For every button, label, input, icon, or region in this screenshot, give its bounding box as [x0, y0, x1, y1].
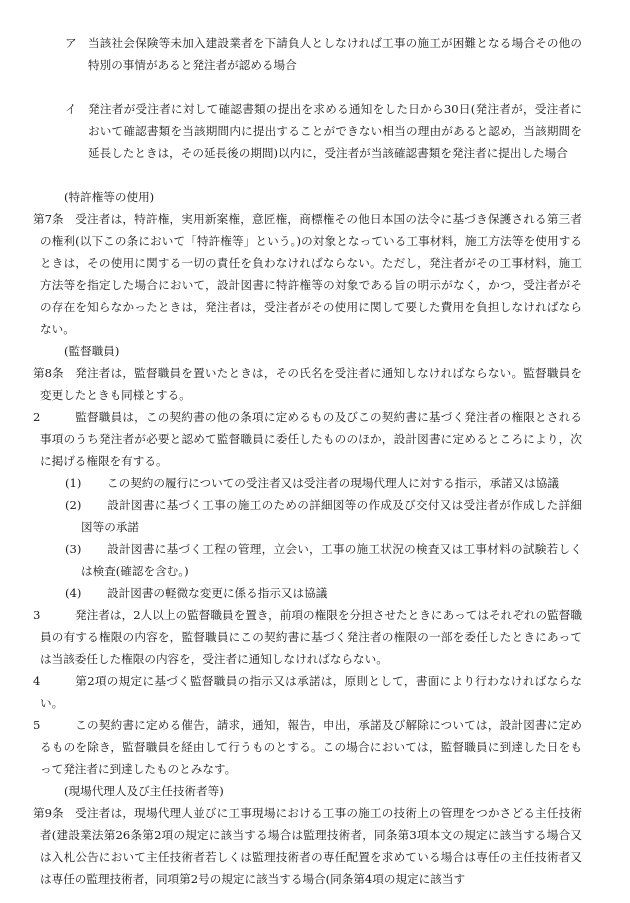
item-8-1 [65, 472, 582, 494]
item-text: 設計図書の軽微な変更に係る指示又は協議 [107, 586, 328, 600]
heading-agent: (現場代理人及び主任技術者等) [64, 784, 224, 798]
item-8-3 [65, 538, 582, 582]
item-text: 設計図書に基づく工事の施工のための詳細図等の作成及び交付又は受注者が作成した詳細図等の承諾 [81, 498, 582, 534]
subitem-text: 発注者が受注者に対して確認書類の提出を求める通知をした日から30日(発注者が，受注者において確認書類を当該期間内に提出することができない相当の理由があると認め，当該期間を延長したときは，その延長後の期間)以内に，受注者が当該確認書類を発注者に提出した場合 [88, 102, 582, 160]
paragraph-text: 監督職員は，この契約書の他の条項に定めるもの及びこの契約書に基づく発注者の権限とされる事項のうち発注者が必要と認めて監督職員に委任したもののほか，設計図書に定めるところにより，次に掲げる権限を有する。 [40, 410, 582, 468]
article-label: 第9条 [33, 806, 64, 820]
paragraph-8-3 [33, 604, 582, 670]
paragraph-text: 発注者は，2人以上の監督職員を置き，前項の権限を分担させたときにあってはそれぞれの監督職員の有する権限の内容を，監督職員にこの契約書に基づく発注者の権限の一部を委任したときにあっては当該委任した権限の内容を，受注者に通知しなければならない。 [40, 608, 582, 666]
subitem-text: 当該社会保険等未加入建設業者を下請負人としなければ工事の施工が困難となる場合その他の特別の事情があると発注者が認める場合 [88, 36, 582, 72]
heading-patent: (特許権等の使用) [64, 190, 155, 204]
item-number: (4) [65, 586, 82, 600]
item-number: (3) [65, 542, 82, 556]
article-label: 第8条 [33, 366, 64, 380]
item-number: (1) [65, 476, 82, 490]
paragraph-number: 3 [33, 608, 41, 622]
article-label: 第7条 [33, 212, 64, 226]
article-text: 発注者は，監督職員を置いたときは，その氏名を受注者に通知しなければならない。監督職員を変更したときも同様とする。 [40, 366, 582, 402]
item-text: 設計図書に基づく工程の管理，立会い，工事の施工状況の検査又は工事材料の試験若しくは検査(確認を含む。) [81, 542, 582, 578]
paragraph-8-5 [33, 714, 582, 780]
heading-supervisor: (監督職員) [64, 344, 120, 358]
article-7 [33, 208, 582, 340]
paragraph-8-4 [33, 670, 582, 714]
subitem-label: ア [65, 36, 77, 50]
paragraph-number: 5 [33, 718, 41, 732]
subitem-i [65, 98, 582, 164]
paragraph-number: 2 [33, 410, 41, 424]
item-8-4 [65, 582, 582, 604]
item-8-2 [65, 494, 582, 538]
item-text: この契約の履行についての受注者又は受注者の現場代理人に対する指示，承諾又は協議 [107, 476, 559, 490]
article-8 [33, 362, 582, 406]
item-number: (2) [65, 498, 82, 512]
paragraph-8-2 [33, 406, 582, 472]
article-text: 受注者は，現場代理人並びに工事現場における工事の施工の技術上の管理をつかさどる主任技術者(建設業法第26条第2項の規定に該当する場合は監理技術者，同条第3項本文の規定に該当する場合又は入札公告において主任技術者若しくは監理技術者の専任配置を求めている場合は専任の主任技術者又は専任の監理技術者，同項第2号の規定に該当する場合(同条第4項の規定に該当す [40, 806, 582, 886]
article-text: 受注者は，特許権，実用新案権，意匠権，商標権その他日本国の法令に基づき保護される第三者の権利(以下この条において「特許権等」という。)の対象となっている工事材料，施工方法等を使用するときは，その使用に関する一切の責任を負わなければならない。ただし，発注者がその工事材料，施工方法等を指定した場合において，設計図書に特許権等の対象である旨の明示がなく，かつ，受注者がその存在を知らなかったときは，発注者は，受注者がその使用に関して要した費用を負担しなければならない。 [40, 212, 582, 336]
subitem-label: イ [65, 102, 77, 116]
paragraph-number: 4 [33, 674, 41, 688]
paragraph-text: 第2項の規定に基づく監督職員の指示又は承諾は，原則として，書面により行わなければならない。 [40, 674, 582, 710]
paragraph-text: この契約書に定める催告，請求，通知，報告，申出，承諾及び解除については，設計図書に定めるものを除き，監督職員を経由して行うものとする。この場合においては，監督職員に到達した日をもって発注者に到達したものとみなす。 [40, 718, 582, 776]
subitem-a [65, 32, 582, 76]
article-9 [33, 802, 582, 890]
